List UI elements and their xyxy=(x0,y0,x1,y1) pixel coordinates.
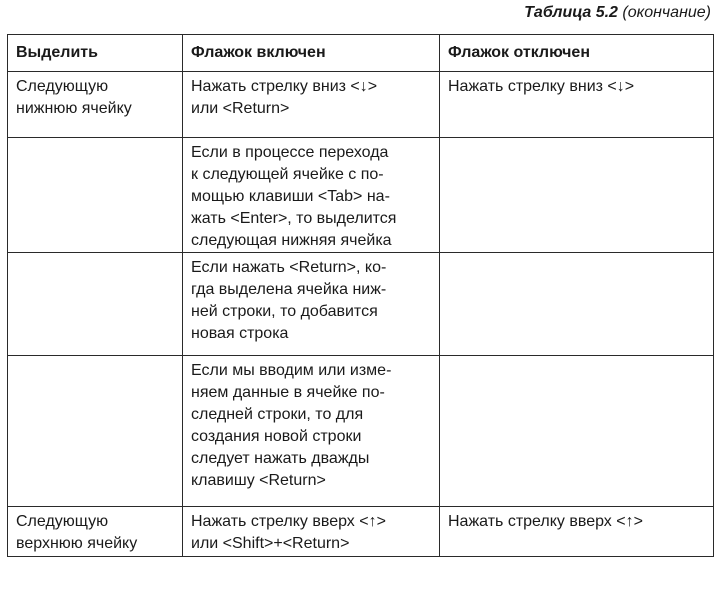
table-row xyxy=(8,356,714,507)
header-select: Выделить xyxy=(8,35,183,72)
cell-flag-on: Если нажать <Return>, ко- гда выделена ячейка ниж- ней строки, то добавится новая строка xyxy=(183,253,440,356)
cell-select: Следующую нижнюю ячейку xyxy=(8,72,183,138)
table-row xyxy=(8,72,714,138)
header-flag-off: Флажок отключен xyxy=(440,35,714,72)
cell-flag-off: Нажать стрелку вверх <↑> xyxy=(440,507,714,557)
table-header-row xyxy=(8,35,714,72)
caption-suffix: (окончание) xyxy=(622,4,711,21)
table-row xyxy=(8,138,714,253)
cell-select xyxy=(8,253,183,356)
cell-select xyxy=(8,138,183,253)
cell-flag-on: Нажать стрелку вниз <↓> или <Return> xyxy=(183,72,440,138)
caption-title: Таблица 5.2 xyxy=(524,4,618,21)
cell-select xyxy=(8,356,183,507)
table-caption xyxy=(524,4,711,22)
table-row xyxy=(8,253,714,356)
cell-flag-off xyxy=(440,138,714,253)
cell-flag-off xyxy=(440,253,714,356)
table-row xyxy=(8,507,714,557)
cell-flag-on: Нажать стрелку вверх <↑> или <Shift>+<Return> xyxy=(183,507,440,557)
cell-select: Следующую верхнюю ячейку xyxy=(8,507,183,557)
cell-flag-on: Если в процессе перехода к следующей ячейке с по- мощью клавиши <Tab> на- жать <Enter>, то выделится следующая нижняя ячейка xyxy=(183,138,440,253)
cell-flag-off xyxy=(440,356,714,507)
cell-flag-on: Если мы вводим или изме- няем данные в ячейке по- следней строки, то для создания новой строки следует нажать дважды клавишу <Return> xyxy=(183,356,440,507)
header-flag-on: Флажок включен xyxy=(183,35,440,72)
cell-flag-off: Нажать стрелку вниз <↓> xyxy=(440,72,714,138)
shortcut-table xyxy=(7,34,714,557)
